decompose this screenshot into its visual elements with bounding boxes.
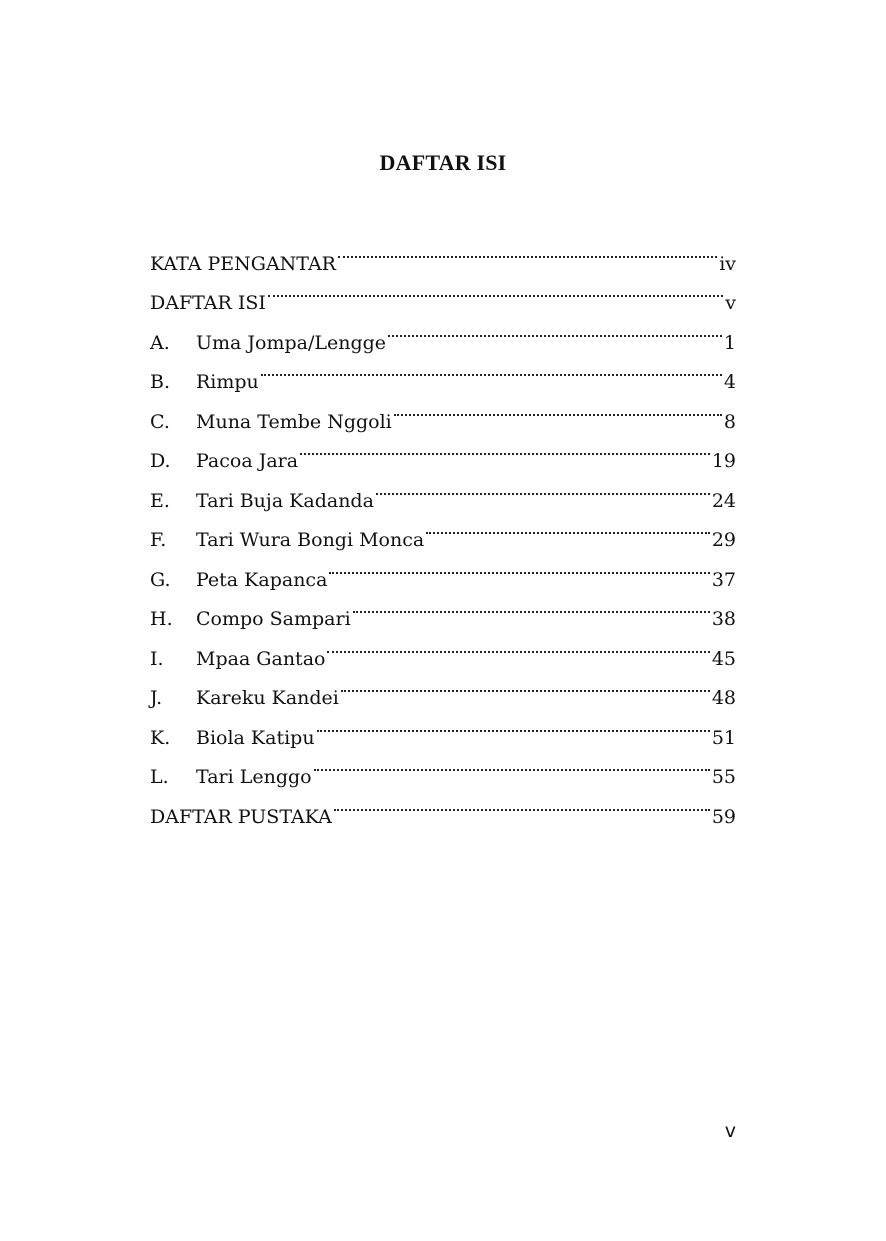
toc-entry-page: 8 xyxy=(723,410,736,433)
toc-entry-text: Uma Jompa/Lengge xyxy=(196,331,387,354)
toc-entry-text: DAFTAR ISI xyxy=(150,292,266,314)
toc-entry-text: Tari Lenggo xyxy=(196,766,312,788)
toc-entry-letter: J. xyxy=(150,687,163,709)
toc-dot-leader xyxy=(376,467,710,507)
toc-entry-letter: F. xyxy=(150,529,167,551)
toc-entry-page: 51 xyxy=(711,726,736,749)
toc-entry-page: 48 xyxy=(711,687,736,709)
toc-entry-letter: G. xyxy=(150,568,171,591)
toc-dot-leader xyxy=(394,388,722,428)
toc-dot-leader xyxy=(300,428,710,468)
toc-entry-letter: C. xyxy=(150,410,170,433)
toc-entry-text: Peta Kapanca xyxy=(196,568,328,591)
toc-entry-letter: A. xyxy=(150,331,170,354)
toc-entry-page: 55 xyxy=(711,766,736,788)
toc-dot-leader xyxy=(329,546,709,586)
toc-entry-letter: B. xyxy=(150,371,171,393)
toc-entry-page: 38 xyxy=(711,608,736,630)
toc-entry-letter: H. xyxy=(150,608,173,630)
toc-entry-letter: I. xyxy=(150,647,164,670)
toc-entry-text: Biola Katipu xyxy=(196,726,315,749)
toc-entry-page: 24 xyxy=(711,489,736,512)
toc-entry-page: v xyxy=(725,292,736,314)
toc-entry-text: Pacoa Jara xyxy=(196,450,299,472)
toc-dot-leader xyxy=(341,665,710,705)
toc-entry-text: KATA PENGANTAR xyxy=(150,252,336,275)
toc-entry-kata-pengantar[interactable] xyxy=(150,230,736,275)
toc-entry-letter: K. xyxy=(150,726,171,749)
toc-entry-text: Tari Wura Bongi Monca xyxy=(196,529,425,551)
toc-entry-page: 59 xyxy=(711,805,736,828)
toc-dot-leader xyxy=(327,625,709,665)
toc-entry-text: Muna Tembe Nggoli xyxy=(196,410,392,433)
toc-dot-leader xyxy=(426,507,710,547)
toc-entry-text: Kareku Kandei xyxy=(196,687,339,709)
toc-dot-leader xyxy=(338,230,717,270)
toc-dot-leader xyxy=(388,309,722,349)
toc-dot-leader xyxy=(261,349,722,389)
toc-entry-text: Compo Sampari xyxy=(196,608,351,630)
toc-entry-page: 19 xyxy=(711,450,736,472)
page-number: v xyxy=(724,1120,736,1142)
toc-dot-leader xyxy=(317,704,710,744)
toc-entry-page: 45 xyxy=(711,647,736,670)
toc-entry-text: DAFTAR PUSTAKA xyxy=(150,805,332,828)
toc-dot-leader xyxy=(334,783,710,823)
toc-entry-page: 29 xyxy=(711,529,736,551)
toc-entry-text: Mpaa Gantao xyxy=(196,647,326,670)
toc-entry-letter: E. xyxy=(150,489,170,512)
toc-dot-leader xyxy=(268,270,723,310)
toc-entry-page: 37 xyxy=(711,568,736,591)
toc-entry-text: Rimpu xyxy=(196,371,259,393)
toc-entry-text: Tari Buja Kadanda xyxy=(196,489,374,512)
toc-entry-letter: L. xyxy=(150,766,169,788)
table-of-contents xyxy=(150,230,736,828)
toc-dot-leader xyxy=(353,586,710,626)
toc-entry-page: iv xyxy=(719,252,736,275)
page-title: DAFTAR ISI xyxy=(379,150,507,175)
toc-entry-page: 4 xyxy=(723,371,736,393)
toc-entry-letter: D. xyxy=(150,450,171,472)
toc-entry-page: 1 xyxy=(723,331,736,354)
toc-dot-leader xyxy=(314,744,710,784)
